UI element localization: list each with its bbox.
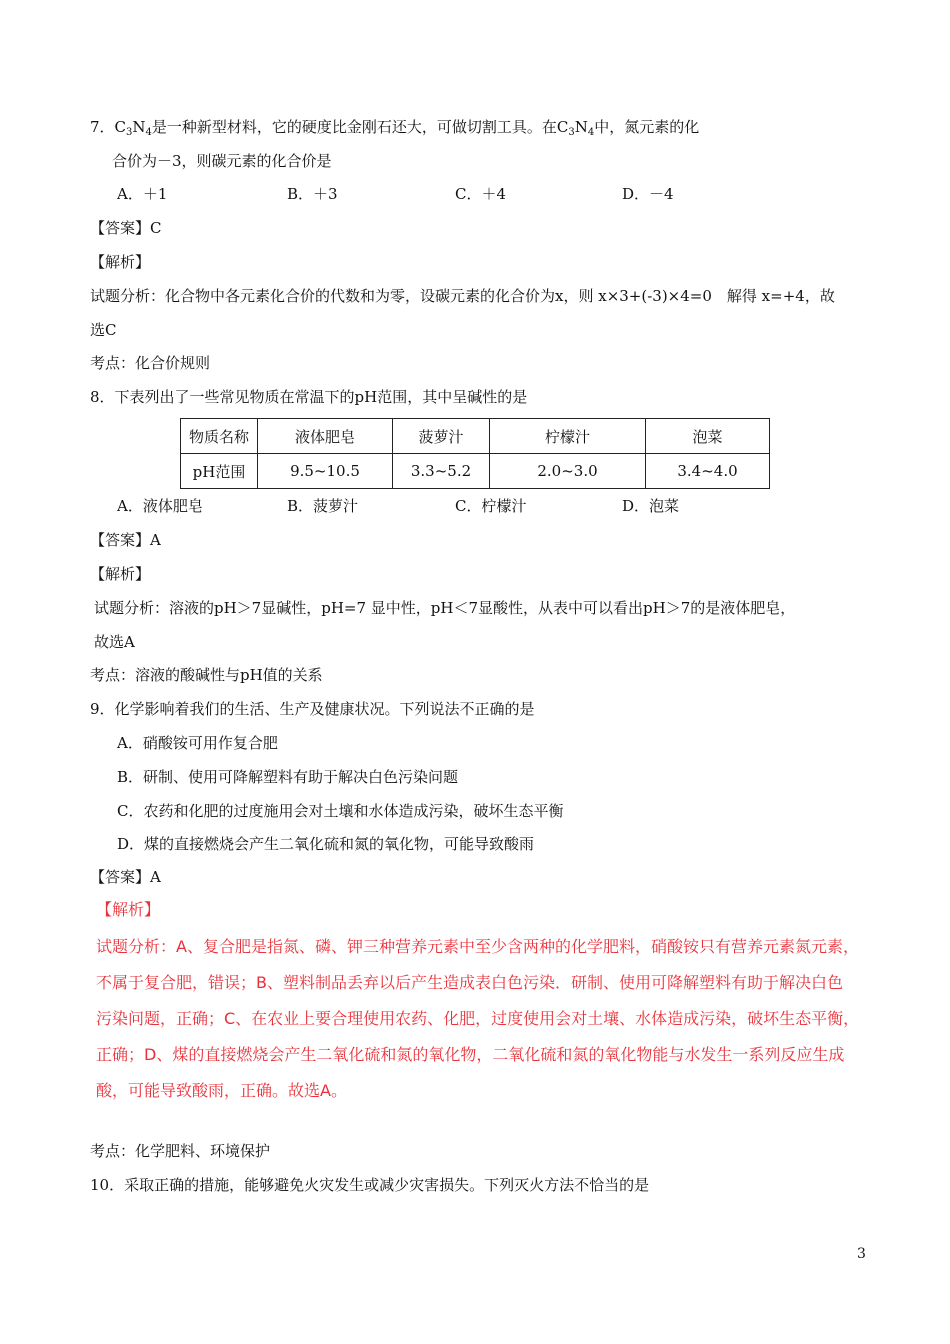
q7-stem-text: 中，氮元素的化 bbox=[594, 118, 700, 136]
q7-option-b: B．＋3 bbox=[287, 185, 338, 203]
q9-option-c: C．农药和化肥的过度施用会对土壤和水体造成污染，破坏生态平衡 bbox=[117, 802, 564, 820]
table-cell: 液体肥皂 bbox=[258, 419, 393, 454]
q7-stem-text: 7．C bbox=[90, 118, 127, 136]
q9-answer: 【答案】A bbox=[90, 868, 161, 886]
q7-analysis-line1: 试题分析：化合物中各元素化合价的代数和为零，设碳元素的化合价为x，则 x×3+(-3)×4=0 解得 x=+4，故 bbox=[90, 287, 835, 305]
q7-answer: 【答案】C bbox=[90, 219, 162, 237]
q9-point: 考点：化学肥料、环境保护 bbox=[90, 1142, 271, 1160]
q8-point: 考点：溶液的酸碱性与pH值的关系 bbox=[90, 666, 323, 684]
q9-analysis-line5: 酸，可能导致酸雨，正确。故选A。 bbox=[96, 1081, 347, 1100]
table-cell: pH范围 bbox=[181, 454, 258, 489]
ph-table bbox=[180, 418, 770, 489]
q7-stem-line2: 合价为－3，则碳元素的化合价是 bbox=[112, 152, 332, 170]
table-cell: 物质名称 bbox=[181, 419, 258, 454]
q8-option-a: A．液体肥皂 bbox=[117, 497, 203, 515]
table-cell: 2.0~3.0 bbox=[490, 454, 646, 489]
q9-analysis-line1: 试题分析：A、复合肥是指氮、磷、钾三种营养元素中至少含两种的化学肥料，硝酸铵只有营养元素氮元素， bbox=[96, 937, 859, 956]
q9-stem: 9．化学影响着我们的生活、生产及健康状况。下列说法不正确的是 bbox=[90, 700, 535, 718]
q9-analysis-line3: 污染问题，正确；C、在农业上要合理使用农药、化肥，过度使用会对土壤、水体造成污染，破坏生态平衡， bbox=[96, 1009, 860, 1028]
q7-stem-text: N bbox=[132, 118, 146, 136]
q7-stem-text: N bbox=[574, 118, 588, 136]
table-cell: 菠萝汁 bbox=[393, 419, 490, 454]
table-cell: 9.5~10.5 bbox=[258, 454, 393, 489]
q8-analysis-label: 【解析】 bbox=[90, 565, 151, 583]
q9-option-b: B．研制、使用可降解塑料有助于解决白色污染问题 bbox=[117, 768, 459, 786]
subscript: 4 bbox=[587, 127, 595, 138]
q8-option-d: D．泡菜 bbox=[622, 497, 680, 515]
page-number: 3 bbox=[857, 1246, 866, 1262]
q7-point: 考点：化合价规则 bbox=[90, 354, 211, 372]
q8-option-c: C．柠檬汁 bbox=[455, 497, 527, 515]
table-cell: 3.3~5.2 bbox=[393, 454, 490, 489]
q8-stem: 8．下表列出了一些常见物质在常温下的pH范围，其中呈碱性的是 bbox=[90, 388, 528, 406]
q7-analysis-label: 【解析】 bbox=[90, 253, 151, 271]
q7-option-d: D．－4 bbox=[622, 185, 674, 203]
q7-option-a: A．＋1 bbox=[117, 185, 168, 203]
table-cell: 3.4~4.0 bbox=[646, 454, 770, 489]
q9-option-d: D．煤的直接燃烧会产生二氧化硫和氮的氧化物，可能导致酸雨 bbox=[117, 835, 535, 853]
q8-analysis-line1: 试题分析：溶液的pH＞7显碱性，pH=7 显中性，pH＜7显酸性，从表中可以看出pH＞7的是液体肥皂， bbox=[94, 599, 796, 617]
q7-stem bbox=[90, 117, 699, 143]
q7-stem-text: 是一种新型材料，它的硬度比金刚石还大，可做切割工具。在C bbox=[151, 118, 569, 136]
q9-analysis-line2: 不属于复合肥，错误；B、塑料制品丢弃以后产生造成表白色污染．研制、使用可降解塑料有助于解决白色 bbox=[96, 973, 843, 992]
table-row bbox=[181, 454, 770, 489]
q8-analysis-line2: 故选A bbox=[94, 633, 135, 651]
q9-analysis-label: 【解析】 bbox=[96, 900, 161, 919]
q9-option-a: A．硝酸铵可用作复合肥 bbox=[117, 734, 278, 752]
q7-option-c: C．＋4 bbox=[455, 185, 507, 203]
q8-option-b: B．菠萝汁 bbox=[287, 497, 359, 515]
subscript: 4 bbox=[145, 127, 152, 138]
table-cell: 泡菜 bbox=[646, 419, 770, 454]
table-row bbox=[181, 419, 770, 454]
q10-stem: 10．采取正确的措施，能够避免火灾发生或减少灾害损失。下列灭火方法不恰当的是 bbox=[90, 1176, 650, 1194]
subscript: 3 bbox=[568, 127, 575, 138]
q8-answer: 【答案】A bbox=[90, 531, 161, 549]
q9-analysis-line4: 正确；D、煤的直接燃烧会产生二氧化硫和氮的氧化物，二氧化硫和氮的氧化物能与水发生一系列反应生成 bbox=[96, 1045, 845, 1064]
q7-analysis-line2: 选C bbox=[90, 321, 117, 339]
subscript: 3 bbox=[126, 127, 133, 138]
table-cell: 柠檬汁 bbox=[490, 419, 646, 454]
